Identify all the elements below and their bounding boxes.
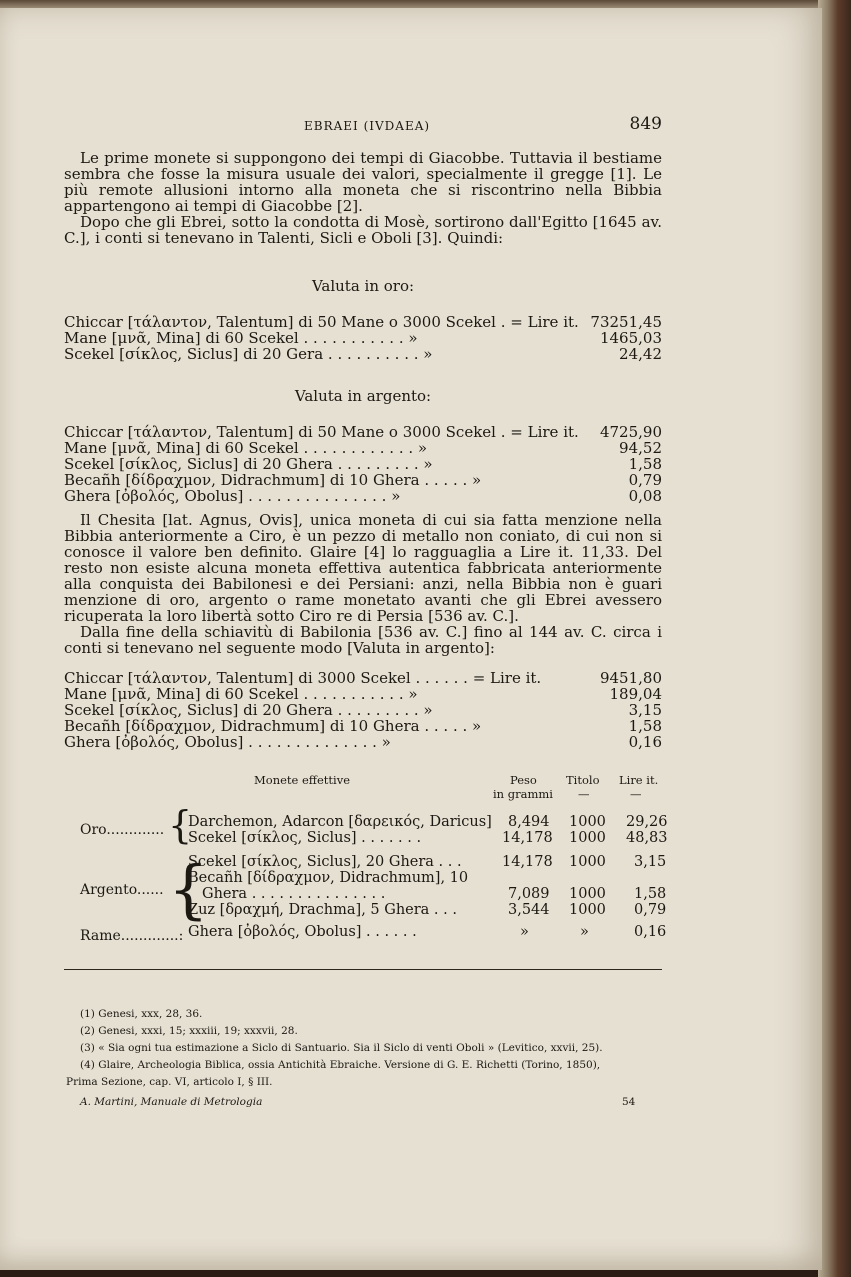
gold-row-label: Mane [μνᾶ, Mina] di 60 Scekel . . . . . . . . . . . » <box>64 329 418 347</box>
silver-row <box>64 488 662 504</box>
gold-row <box>64 314 662 330</box>
later-row-label: Becañh [δίδραχμον, Didrachmum] di 10 Ghera . . . . . » <box>64 717 482 735</box>
coin-peso: 8,494 <box>508 814 550 830</box>
later-row-value: 9451,80 <box>599 669 662 687</box>
coin-lire: 48,83 <box>626 830 668 846</box>
coin-name: Scekel [σίκλος, Siclus], 20 Ghera . . . <box>188 854 462 870</box>
coin-lire: 29,26 <box>626 814 668 830</box>
gold-row-value: 73251,45 <box>590 313 662 331</box>
later-row <box>64 670 662 686</box>
coin-titolo: 1000 <box>569 854 606 870</box>
footnote-rule <box>64 969 662 970</box>
titolo-dash: — <box>578 787 590 801</box>
later-row-label: Ghera [ὀβολός, Obolus] . . . . . . . . . . . . . . » <box>64 733 391 751</box>
coin-titolo: » <box>580 924 589 940</box>
coin-name: Zuz [δραχμή, Drachma], 5 Ghera . . . <box>188 902 457 918</box>
group-oro: Oro............. <box>80 822 165 838</box>
silver-row-label: Chiccar [τάλαντον, Talentum] di 50 Mane o 3000 Scekel . = Lire it. <box>64 423 579 441</box>
chesita-section <box>64 512 662 656</box>
footnote: Prima Sezione, cap. VI, articolo I, § III. <box>66 1076 273 1088</box>
silver-row-label: Ghera [ὀβολός, Obolus] . . . . . . . . . . . . . . . » <box>64 487 401 505</box>
intro-paragraph-2: Dopo che gli Ebrei, sotto la condotta di Mosè, sortirono dall'Egitto [1645 av. C.], i conti si tenevano in Talenti, Sicli e Oboli [3]. Quindi: <box>64 213 662 247</box>
later-row-value: 1,58 <box>628 717 662 735</box>
silver-row <box>64 472 662 488</box>
silver-row-label: Mane [μνᾶ, Mina] di 60 Scekel . . . . . . . . . . . . » <box>64 439 428 457</box>
later-row <box>64 734 662 750</box>
group-rame: Rame.............: <box>80 928 184 944</box>
silver-heading: Valuta in argento: <box>294 387 432 405</box>
coins-header: Monete effettive <box>254 773 350 787</box>
silver-row-value: 0,79 <box>628 471 662 489</box>
brace-oro: { <box>168 803 193 847</box>
lire-header: Lire it. <box>619 773 659 787</box>
silver-row-value: 94,52 <box>619 439 662 457</box>
later-table <box>64 670 662 750</box>
chesita-paragraph-1: Il Chesita [lat. Agnus, Ovis], unica moneta di cui sia fatta menzione nella Bibbia anteriormente a Ciro, è un pezzo di metallo non coniato, di cui non si conosce il valore ben definito. Glaire [4] lo ragguaglia a Lire it. 11,33. Del resto non esiste alcuna moneta effettiva autentica fabbricata anteriormente alla conquista dei Babilonesi e dei Persiani: anzi, nella Bibbia non è guari menzione di oro, argento o rame monetato avanti che gli Ebrei avessero ricuperata la loro libertà sotto Ciro re di Persia [536 av. C.]. <box>64 511 662 625</box>
silver-row-label: Becañh [δίδραχμον, Didrachmum] di 10 Ghera . . . . . » <box>64 471 482 489</box>
coin-lire: 0,16 <box>634 924 667 940</box>
silver-row <box>64 440 662 456</box>
later-row-label: Scekel [σίκλος, Siclus] di 20 Ghera . . . . . . . . . » <box>64 701 433 719</box>
gold-row <box>64 330 662 346</box>
later-row-label: Chiccar [τάλαντον, Talentum] di 3000 Scekel . . . . . . = Lire it. <box>64 669 542 687</box>
coin-peso: 14,178 <box>502 854 553 870</box>
gold-row-value: 24,42 <box>619 345 662 363</box>
brace-argento: { <box>168 853 209 927</box>
coin-titolo: 1000 <box>569 814 606 830</box>
coin-name: Scekel [σίκλος, Siclus] . . . . . . . <box>188 830 422 846</box>
footnote: (2) Genesi, xxxi, 15; xxxiii, 19; xxxvii, 28. <box>80 1025 298 1037</box>
gold-row <box>64 346 662 362</box>
coin-titolo: 1000 <box>569 886 606 902</box>
page-right-edge <box>818 0 851 1277</box>
footnote: (4) Glaire, Archeologia Biblica, ossia Antichità Ebraiche. Versione di G. E. Richetti (Torino, 1850), <box>80 1059 601 1071</box>
signature-author: A. Martini, Manuale di Metrologia <box>80 1096 263 1108</box>
coin-peso: 7,089 <box>508 886 550 902</box>
silver-row <box>64 456 662 472</box>
coin-lire: 0,79 <box>634 902 667 918</box>
gold-row-label: Chiccar [τάλαντον, Talentum] di 50 Mane o 3000 Scekel . = Lire it. <box>64 313 579 331</box>
gold-row-label: Scekel [σίκλος, Siclus] di 20 Gera . . . . . . . . . . » <box>64 345 433 363</box>
silver-row-value: 1,58 <box>628 455 662 473</box>
group-argento: Argento...... <box>80 882 164 898</box>
silver-row-value: 4725,90 <box>599 423 662 441</box>
coin-titolo: 1000 <box>569 902 606 918</box>
running-title: EBRAEI (IVDAEA) <box>304 119 431 133</box>
coin-peso: 14,178 <box>502 830 553 846</box>
chesita-paragraph-2: Dalla fine della schiavitù di Babilonia [536 av. C.] fino al 144 av. C. circa i conti si tenevano nel seguente modo [Valuta in argento]: <box>64 623 662 657</box>
intro-paragraph-1: Le prime monete si suppongono dei tempi di Giacobbe. Tuttavia il bestiame sembra che fosse la misura usuale dei valori, specialmente il gregge [1]. Le più remote allusioni intorno alla moneta che si riscontrino nella Bibbia appartengono ai tempi di Giacobbe [2]. <box>64 149 662 215</box>
page-number: 849 <box>629 114 662 134</box>
coin-lire: 1,58 <box>634 886 667 902</box>
lire-dash: — <box>630 787 642 801</box>
book-page <box>0 8 822 1270</box>
coin-name: Ghera . . . . . . . . . . . . . . . <box>202 886 386 902</box>
peso-header: Peso <box>510 773 537 787</box>
coin-titolo: 1000 <box>569 830 606 846</box>
later-row-value: 189,04 <box>609 685 662 703</box>
coin-lire: 3,15 <box>634 854 667 870</box>
gold-table <box>64 314 662 362</box>
later-row-value: 0,16 <box>628 733 662 751</box>
coin-peso: 3,544 <box>508 902 550 918</box>
silver-row-value: 0,08 <box>628 487 662 505</box>
silver-row-label: Scekel [σίκλος, Siclus] di 20 Ghera . . . . . . . . . » <box>64 455 433 473</box>
titolo-header: Titolo <box>566 773 600 787</box>
gold-row-value: 1465,03 <box>599 329 662 347</box>
later-row-label: Mane [μνᾶ, Mina] di 60 Scekel . . . . . . . . . . . » <box>64 685 418 703</box>
silver-table <box>64 424 662 504</box>
footnote: (1) Genesi, xxx, 28, 36. <box>80 1008 203 1020</box>
peso-sub-header: in grammi <box>493 787 553 801</box>
coin-name: Ghera [ὀβολός, Obolus] . . . . . . <box>188 924 417 940</box>
coin-peso: » <box>520 924 529 940</box>
later-row <box>64 718 662 734</box>
coin-name: Darchemon, Adarcon [δαρεικός, Daricus] <box>188 814 492 830</box>
later-row <box>64 702 662 718</box>
footnote: (3) « Sia ogni tua estimazione a Siclo di Santuario. Sia il Siclo di venti Oboli » (Levitico, xxvii, 25). <box>80 1042 603 1054</box>
intro <box>64 150 662 246</box>
later-row-value: 3,15 <box>628 701 662 719</box>
signature-sheet: 54 <box>622 1096 636 1108</box>
later-row <box>64 686 662 702</box>
silver-row <box>64 424 662 440</box>
gold-heading: Valuta in oro: <box>311 277 415 295</box>
coin-name: Becañh [δίδραχμον, Didrachmum], 10 <box>188 870 469 886</box>
